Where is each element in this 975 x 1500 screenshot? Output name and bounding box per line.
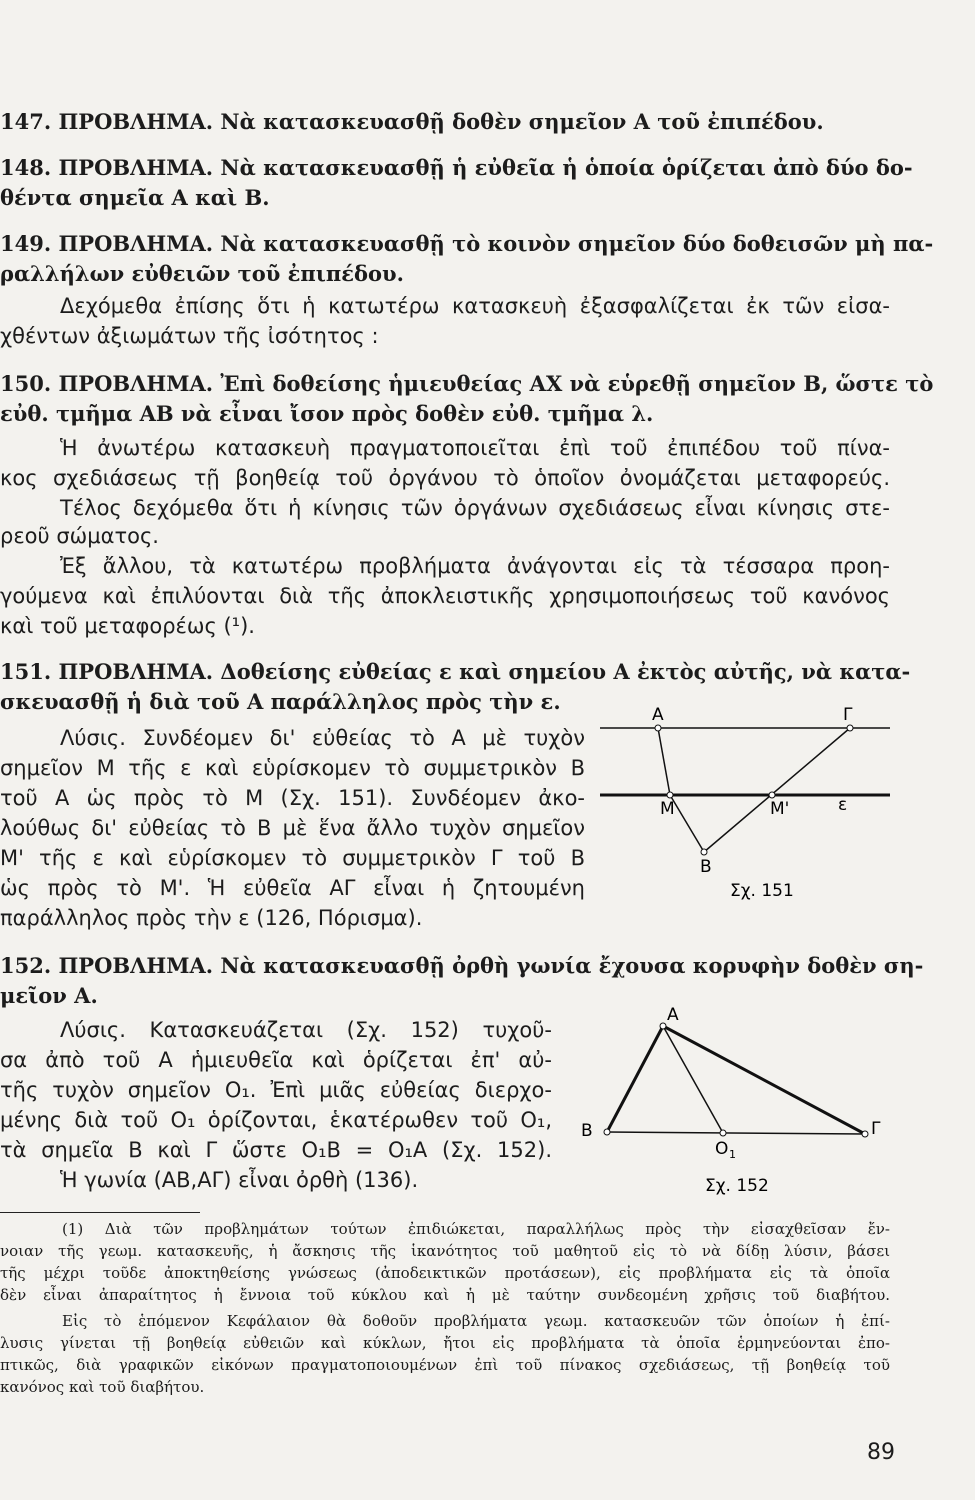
text-line: (1) Διὰ τῶν προβλημάτων τούτων ἐπιδιώκεται, παραλλήλως πρὸς τὴν εἰσαχθεῖσαν ἔν- [62,1220,890,1238]
text-line: 148. ΠΡΟΒΛΗΜΑ. Νὰ κατασκευασθῇ ἡ εὐθεῖα ἡ ὁποία ὁρίζεται ἀπὸ δύο δο- [0,155,913,180]
page-number: 89 [867,1440,895,1465]
text-line: κανόνος καὶ τοῦ διαβήτου. [0,1378,205,1396]
text-line: πτικῶς, διὰ γραφικῶν εἰκόνων πραγματοποιουμένων ἐπὶ τοῦ πίνακος σχεδιάσεως, τῇ βοηθείᾳ τοῦ [0,1356,890,1374]
text-line: παράλληλος πρὸς τὴν ε (126, Πόρισμα). [0,906,423,930]
text-line: μεῖον Α. [0,983,98,1008]
figure-152 [575,1000,895,1200]
fig152-label-o-sub: 1 [729,1148,736,1161]
fig152-label-b: Β [581,1121,593,1141]
fig151-label-e: ε [838,795,848,815]
text-line: λυσις γίνεται τῇ βοηθείᾳ εὐθειῶν καὶ κύκλων, ἤτοι εἰς προβλήματα τὰ ὁποῖα ἑρμηνεύονται ἐπο- [0,1334,890,1352]
text-line: τῆς μέχρι τοῦδε ἀποκτηθείσης γνώσεως (ἀποδεικτικῶν προτάσεων), εἰς προβλήματα εἰς τὰ ὁποῖα [0,1264,890,1282]
text-line: σα ἀπὸ τοῦ Α ἡμιευθεῖα καὶ ὁρίζεται ἐπ' αὐ- [0,1048,552,1072]
text-line: νοιαν τῆς γεωμ. κατασκευῆς, ἡ ἄσκησις τῆς ἱκανότητος τοῦ μαθητοῦ εἰς τὸ νὰ δίδῃ λύσιν, βάσει [0,1242,890,1260]
fig152-caption: Σχ. 152 [705,1176,769,1196]
text-line: τοῦ Α ὡς πρὸς τὸ Μ (Σχ. 151). Συνδέομεν ἀκο- [0,786,585,810]
text-line: 150. ΠΡΟΒΛΗΜΑ. Ἐπὶ δοθείσης ἡμιευθείας ΑΧ νὰ εὑρεθῇ σημεῖον Β, ὥστε τὸ [0,371,934,396]
text-line: Μ' τῆς ε καὶ εὑρίσκομεν τὸ συμμετρικὸν Γ τοῦ Β [0,846,585,870]
text-line: χθέντων ἀξιωμάτων τῆς ἰσότητος : [0,324,379,348]
text-line: τῆς τυχὸν σημεῖον Ο₁. Ἐπὶ μιᾶς εὐθείας διερχο- [0,1078,552,1102]
text-line: εὐθ. τμῆμα ΑΒ νὰ εἶναι ἴσον πρὸς δοθὲν εὐθ. τμῆμα λ. [0,401,654,426]
fig151-label-b: Β [700,857,712,877]
text-line: Ἡ ἀνωτέρω κατασκευὴ πραγματοποιεῖται ἐπὶ τοῦ ἐπιπέδου τοῦ πίνα- [60,436,890,460]
fig152-label-g: Γ [871,1119,881,1139]
fig151-label-m: Μ [660,799,675,819]
text-line: 149. ΠΡΟΒΛΗΜΑ. Νὰ κατασκευασθῇ τὸ κοινὸν σημεῖον δύο δοθεισῶν μὴ πα- [0,231,934,256]
fig151-label-m2: Μ' [770,799,790,819]
text-line: ρεοῦ σώματος. [0,524,159,548]
figure-151 [600,700,900,905]
text-line: Εἰς τὸ ἑπόμενον Κεφάλαιον θὰ δοθοῦν προβλήματα γεωμ. κατασκευῶν τῶν ὁποίων ἡ ἐπί- [62,1312,890,1330]
text-line: Λύσις. Κατασκευάζεται (Σχ. 152) τυχοῦ- [60,1018,552,1042]
text-line: λούθως δι' εὐθείας τὸ Β μὲ ἕνα ἄλλο τυχὸν σημεῖον [0,816,585,840]
text-line: καὶ τοῦ μεταφορέως (¹). [0,614,255,638]
text-line: Ἡ γωνία (ΑΒ,ΑΓ) εἶναι ὀρθὴ (136). [60,1168,419,1192]
fig152-label-o: Ο [715,1139,729,1159]
text-line: μένης διὰ τοῦ Ο₁ ὁρίζονται, ἑκατέρωθεν τοῦ Ο₁, [0,1108,552,1132]
text-line: ραλλήλων εὐθειῶν τοῦ ἐπιπέδου. [0,261,404,286]
text-line: σημεῖον Μ τῆς ε καὶ εὑρίσκομεν τὸ συμμετρικὸν Β [0,756,585,780]
text-line: δὲν εἶναι ἀπαραίτητος ἡ ἔννοια τοῦ κύκλου καὶ ἡ μὲ ταύτην συνδεομένη χρῆσις τοῦ διαβήτου. [0,1286,890,1304]
text-line: 151. ΠΡΟΒΛΗΜΑ. Δοθείσης εὐθείας ε καὶ σημείου Α ἐκτὸς αὐτῆς, νὰ κατα- [0,659,911,684]
text-line: Λύσις. Συνδέομεν δι' εὐθείας τὸ Α μὲ τυχὸν [60,726,585,750]
text-line: ὡς πρὸς τὸ Μ'. Ἡ εὐθεῖα ΑΓ εἶναι ἡ ζητουμένη [0,876,585,900]
text-line: 152. ΠΡΟΒΛΗΜΑ. Νὰ κατασκευασθῇ ὀρθὴ γωνία ἔχουσα κορυφὴν δοθὲν ση- [0,953,924,978]
fig151-label-g: Γ [843,705,853,725]
footnote-rule [0,1212,200,1213]
text-line: γούμενα καὶ ἐπιλύονται διὰ τῆς ἀποκλειστικῆς χρησιμοποιήσεως τοῦ κανόνος [0,584,890,608]
text-line: Τέλος δεχόμεθα ὅτι ἡ κίνησις τῶν ὀργάνων σχεδιάσεως εἶναι κίνησις στε- [60,496,890,520]
text-line: Ἐξ ἄλλου, τὰ κατωτέρω προβλήματα ἀνάγονται εἰς τὰ τέσσαρα προη- [60,554,890,578]
text-line: κος σχεδιάσεως τῇ βοηθείᾳ τοῦ ὀργάνου τὸ ὁποῖον ὀνομάζεται μεταφορεύς. [0,466,890,490]
fig151-label-a: Α [652,705,664,725]
text-line: θέντα σημεῖα Α καὶ Β. [0,185,270,210]
fig152-label-a: Α [667,1005,679,1025]
text-line: Δεχόμεθα ἐπίσης ὅτι ἡ κατωτέρω κατασκευὴ ἐξασφαλίζεται ἐκ τῶν εἰσα- [60,294,890,318]
text-line: 147. ΠΡΟΒΛΗΜΑ. Νὰ κατασκευασθῇ δοθὲν σημεῖον Α τοῦ ἐπιπέδου. [0,109,824,134]
text-line: σκευασθῇ ἡ διὰ τοῦ Α παράλληλος πρὸς τὴν ε. [0,689,561,714]
text-line: τὰ σημεῖα Β καὶ Γ ὥστε Ο₁Β = Ο₁Α (Σχ. 152). [0,1138,552,1162]
fig151-caption: Σχ. 151 [730,881,794,901]
